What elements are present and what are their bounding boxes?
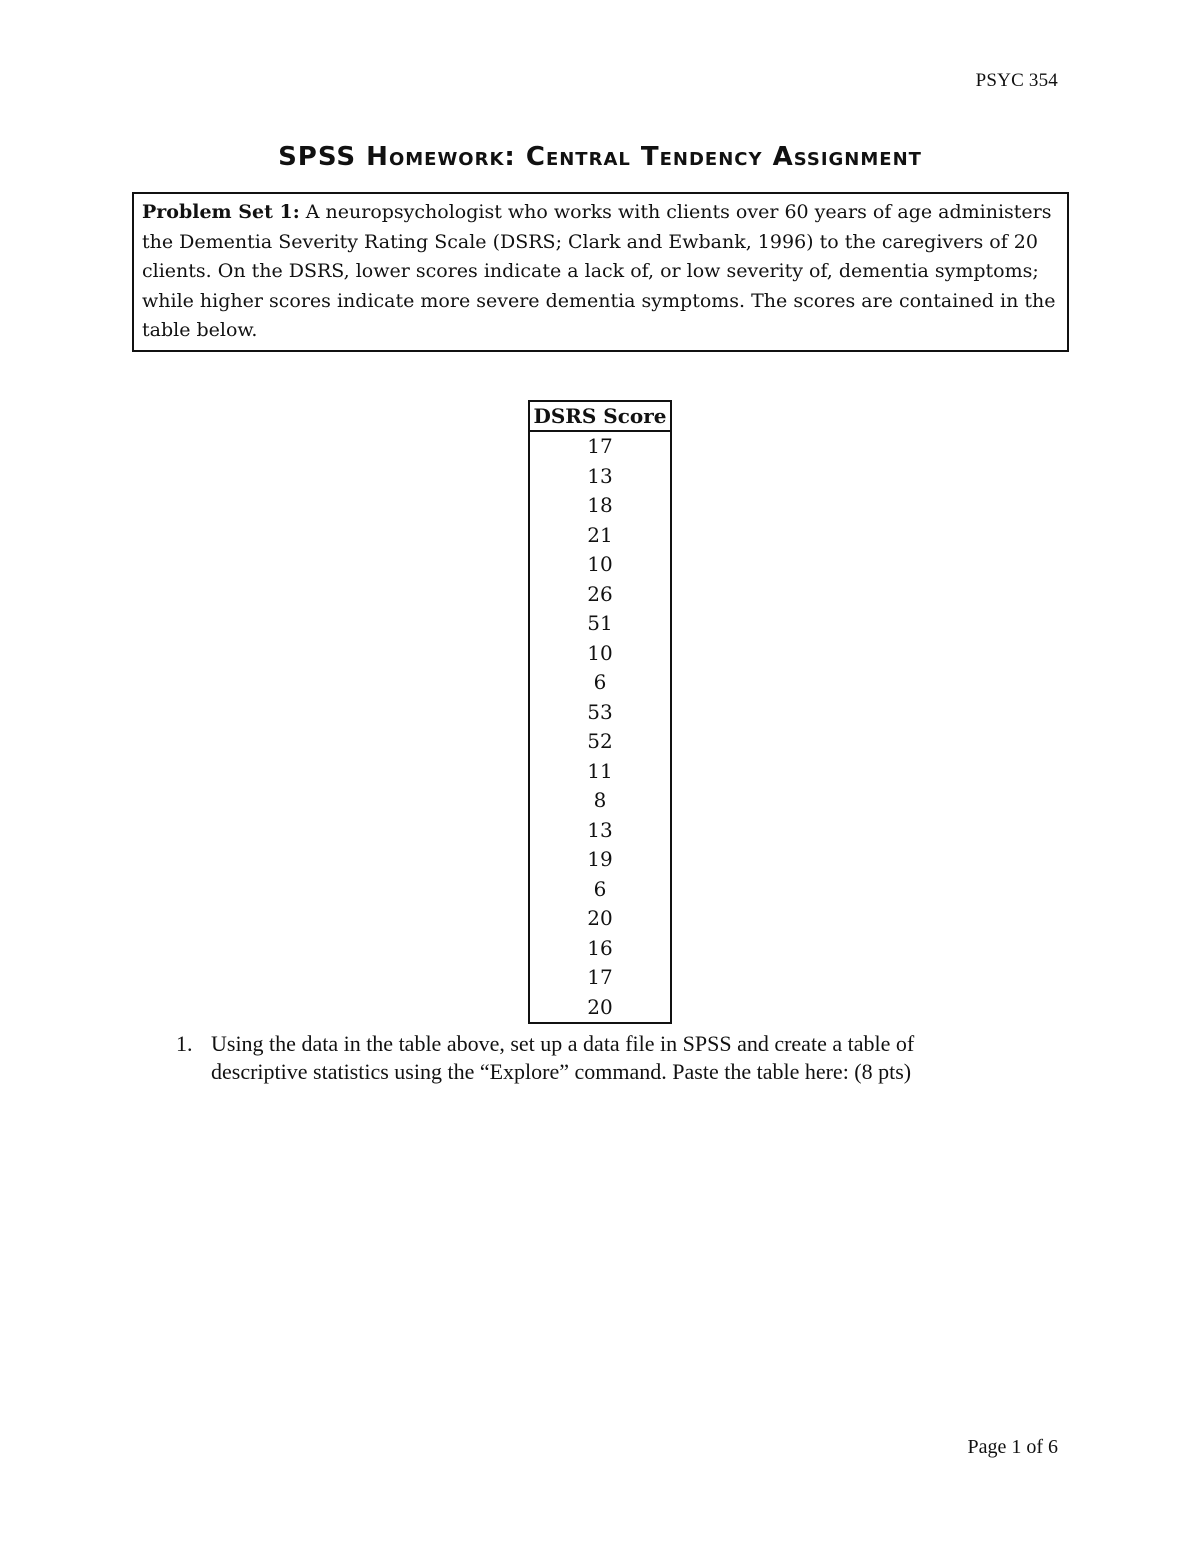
table-row: 13 — [587, 817, 613, 842]
table-row: 17 — [587, 434, 613, 459]
table-row: 13 — [587, 463, 613, 488]
table-header: DSRS Score — [529, 401, 671, 431]
table-row: 10 — [587, 640, 613, 665]
course-code: PSYC 354 — [975, 70, 1058, 91]
table-row: 17 — [587, 965, 613, 990]
table-row: 20 — [587, 994, 613, 1019]
problem-set-text: A neuropsychologist who works with clients over 60 years of age administers the Dementia Severity Rating Scale (DSRS; Clark and Ewbank, 1996) to the caregivers of 20 clients. On the DSRS, lower scores indicate a lack of, or low severity of, dementia symptoms; while higher scores indicate more severe dementia symptoms. The scores are contained in the table below. — [142, 201, 1056, 341]
table-row: 6 — [593, 876, 607, 901]
table-row: 10 — [587, 552, 613, 577]
table-row: 21 — [587, 522, 613, 547]
page-title: SPSS Homework: Central Tendency Assignment — [278, 142, 922, 172]
table-row: 6 — [593, 670, 607, 695]
table-row: 52 — [587, 729, 613, 754]
page-number: Page 1 of 6 — [967, 1436, 1058, 1458]
question-number: 1. — [176, 1031, 193, 1056]
problem-set-box — [132, 192, 1069, 352]
table-row: 16 — [587, 935, 613, 960]
table-row: 19 — [587, 847, 613, 872]
table-row: 11 — [587, 758, 613, 783]
problem-set-label: Problem Set 1: — [142, 201, 300, 223]
table-row: 51 — [587, 611, 613, 636]
table-row: 18 — [587, 493, 613, 518]
question-item — [176, 1030, 996, 1086]
question-text: Using the data in the table above, set up a data file in SPSS and create a table of descriptive statistics using the “Explore” command. Paste the table here: (8 pts) — [211, 1031, 915, 1084]
table-row: 26 — [587, 581, 613, 606]
table-row: 20 — [587, 906, 613, 931]
dsrs-score-table — [528, 400, 672, 1024]
table-row: 53 — [587, 699, 613, 724]
table-row: 8 — [593, 788, 607, 813]
